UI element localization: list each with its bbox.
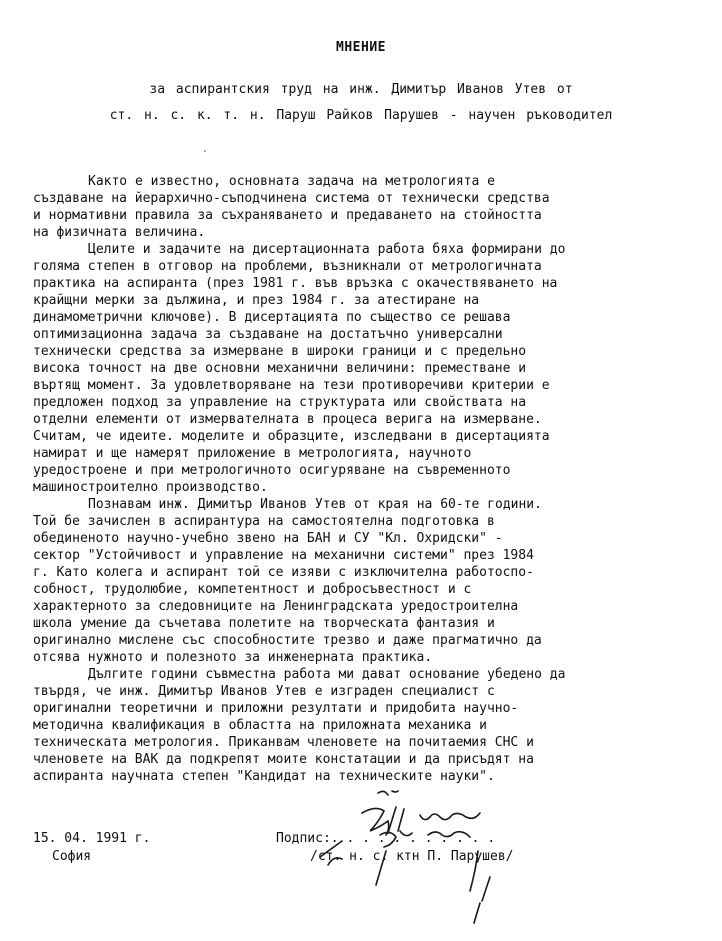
text-line: Той бе зачислен в аспирантура на самостоятелна подготовка в	[33, 514, 495, 529]
text-line: и нормативни правила за съхраняването и предаването на стойността	[33, 208, 542, 223]
document-date: 15. 04. 1991 г.	[33, 831, 151, 846]
text-line: уредостроене и при метрологичното осигуряване на съвременното	[33, 463, 511, 478]
text-line: създаване на йерархично-съподчинена система от технически средства	[33, 191, 550, 206]
text-line: обединеното научно-учебно звено на БАН и СУ "Кл. Охридски" -	[33, 531, 503, 546]
text-line: машиностроително производство.	[33, 480, 268, 495]
text-line: въртящ момент. За удовлетворяване на тези противоречиви критерии е	[33, 378, 550, 393]
text-line: Дългите години съвместна работа ми дават основание убедено да	[88, 667, 566, 682]
text-line: динамометрични ключове). В дисертацията по същество се решава	[33, 310, 511, 325]
text-line: предложен подход за управление на структурата или свойствата на	[33, 395, 527, 410]
document-title: МНЕНИЕ	[336, 40, 386, 55]
text-line: школа умение да съчетава полетите на творческата фантазия и	[33, 616, 495, 631]
text-line: оригинално мислене със способностите трезво и даже прагматично да	[33, 633, 542, 648]
paragraph-3	[33, 496, 688, 666]
text-line: Целите и задачите на дисертационната работа бяха формирани до	[88, 242, 566, 257]
text-line: Както е известно, основната задача на метрологията е	[88, 174, 495, 189]
text-line: практика на аспиранта (през 1981 г. във връзка с окачествяването на	[33, 276, 558, 291]
text-line: методична квалификация в областта на приложната механика и	[33, 718, 487, 733]
text-line: твърдя, че инж. Димитър Иванов Утев е изграден специалист с	[33, 684, 495, 699]
text-line: на физичната величина.	[33, 225, 206, 240]
text-line: висока точност на две основни механични величини: преместване и	[33, 361, 527, 376]
text-line: отсява нужното и полезното за инженерната практика.	[33, 650, 433, 665]
text-line: характерното за следовниците на Ленинградската уредостроителна	[33, 599, 519, 614]
document-place: София	[52, 849, 92, 864]
text-line: голяма степен в отговор на проблеми, възникнали от метрологичната	[33, 259, 542, 274]
text-line: отделни елементи от измервателната в процеса верига на измерване.	[33, 412, 542, 427]
text-line: Познавам инж. Димитър Иванов Утев от края на 60-те години.	[88, 497, 542, 512]
text-line: сектор "Устойчивост и управление на механични системи" през 1984	[33, 548, 534, 563]
paragraph-1	[33, 173, 688, 241]
text-line: крайщни мерки за дължина, и през 1984 г. за атестиране на	[33, 293, 480, 308]
text-line: намират и ще намерят приложение в метрологията, научното	[33, 446, 472, 461]
signature-label: Подпис:. . . . . . . . . . .	[276, 831, 496, 846]
document-body	[33, 173, 688, 785]
text-line: технически средства за измерване в широки граници и с предельно	[33, 344, 527, 359]
text-line: Считам, че идеите. моделите и образците, изследвани в дисертацията	[33, 429, 550, 444]
text-line: аспиранта научната степен "Кандидат на техническите науки".	[33, 769, 495, 784]
signatory-name: /ст. н. с. ктн П. Парушев/	[310, 849, 514, 864]
paragraph-4	[33, 666, 688, 785]
speck	[204, 150, 206, 152]
subtitle-line-1: за аспирантския труд на инж. Димитър Иванов Утев от	[149, 82, 573, 97]
paragraph-2	[33, 241, 688, 496]
text-line: членовете на ВАК да подкрепят моите констатации и да присъдят на	[33, 752, 534, 767]
subtitle-line-2: ст. н. с. к. т. н. Паруш Райков Парушев - научен ръководител	[109, 108, 613, 123]
text-line: собност, трудолюбие, компетентност и добросъвестност и с	[33, 582, 472, 597]
handwritten-signature	[300, 785, 530, 925]
text-line: оригинални теоретични и приложни резултати и придобита научно-	[33, 701, 519, 716]
text-line: оптимизационна задача за създаване на достатъчно универсални	[33, 327, 503, 342]
text-line: техническата метрология. Приканвам членовете на почитаемия СНС и	[33, 735, 534, 750]
text-line: г. Като колега и аспирант той се изяви с изключителна работоспо-	[33, 565, 534, 580]
